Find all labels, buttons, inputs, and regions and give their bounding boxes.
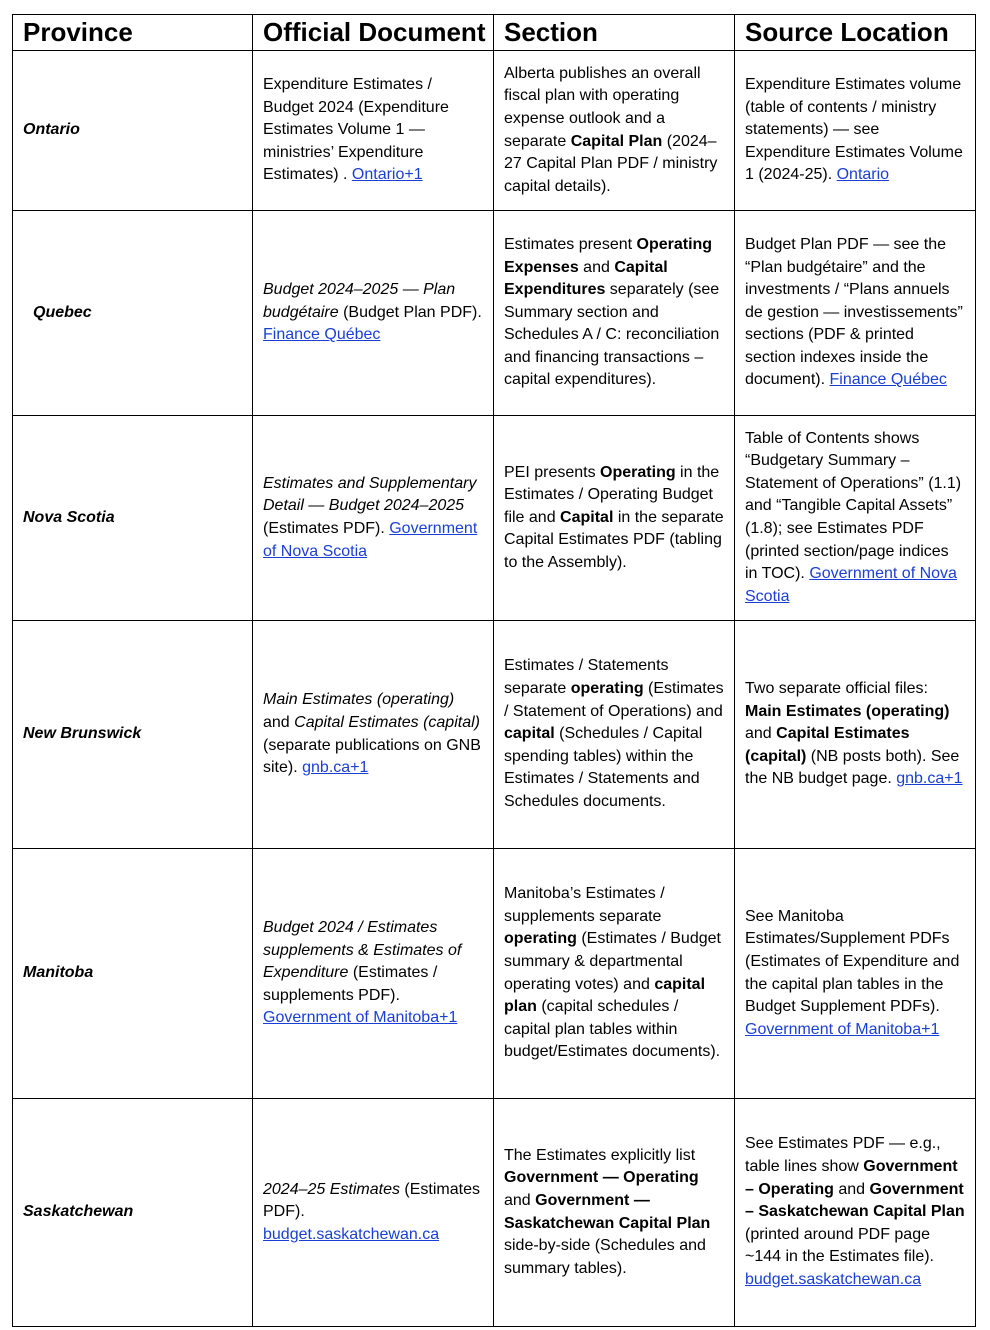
province-name: Saskatchewan xyxy=(13,1099,253,1327)
province-name: Nova Scotia xyxy=(13,416,253,621)
official-document-cell: Expenditure Estimates / Budget 2024 (Expenditure Estimates Volume 1 — ministries’ Expenditure Estimates) . Ontario+1 xyxy=(253,51,494,211)
source-link[interactable]: Finance Québec xyxy=(263,326,381,344)
source-link[interactable]: Ontario xyxy=(836,166,890,184)
source-location-cell: Table of Contents shows “Budgetary Summary – Statement of Operations” (1.1) and “Tangible Capital Assets” (1.8); see Estimates PDF (printed section/page indices in TOC). Government of Nova Scotia xyxy=(735,416,976,621)
section-cell: The Estimates explicitly list Government — Operating and Government — Saskatchewan Capital Plan side-by-side (Schedules and summary tables). xyxy=(494,1099,735,1327)
table-row xyxy=(13,211,976,416)
official-document-cell: Estimates and Supplementary Detail — Budget 2024–2025 (Estimates PDF). Government of Nova Scotia xyxy=(253,416,494,621)
section-cell: Estimates / Statements separate operating (Estimates / Statement of Operations) and capital (Schedules / Capital spending tables) within the Estimates / Statements and Schedules documents. xyxy=(494,621,735,849)
header-official-document: Official Document xyxy=(253,15,494,51)
source-link[interactable]: Government of Nova Scotia xyxy=(745,565,957,605)
header-section: Section xyxy=(494,15,735,51)
source-location-cell: Expenditure Estimates volume (table of contents / ministry statements) — see Expenditure Estimates Volume 1 (2024-25). Ontario xyxy=(735,51,976,211)
table-row xyxy=(13,849,976,1099)
official-document-cell: 2024–25 Estimates (Estimates PDF). budget.saskatchewan.ca xyxy=(253,1099,494,1327)
source-location-cell: See Estimates PDF — e.g., table lines show Government – Operating and Government – Saskatchewan Capital Plan (printed around PDF page ~144 in the Estimates file). budget.saskatchewan.ca xyxy=(735,1099,976,1327)
section-cell: Estimates present Operating Expenses and Capital Expenditures separately (see Summary section and Schedules A / C: reconciliation and financing transactions – capital expenditures). xyxy=(494,211,735,416)
source-link[interactable]: Finance Québec xyxy=(829,371,947,389)
province-name: Quebec xyxy=(13,211,253,416)
header-province: Province xyxy=(13,15,253,51)
official-document-cell: Budget 2024–2025 — Plan budgétaire (Budget Plan PDF). Finance Québec xyxy=(253,211,494,416)
source-link[interactable]: gnb.ca+1 xyxy=(896,770,963,788)
source-link[interactable]: budget.saskatchewan.ca xyxy=(745,1270,922,1288)
source-link[interactable]: Government of Nova Scotia xyxy=(263,520,478,560)
source-link[interactable]: Ontario+1 xyxy=(351,166,423,184)
province-name: Manitoba xyxy=(13,849,253,1099)
source-location-cell: Two separate official files: Main Estimates (operating) and Capital Estimates (capital) (NB posts both). See the NB budget page. gnb.ca+1 xyxy=(735,621,976,849)
source-location-cell: See Manitoba Estimates/Supplement PDFs (Estimates of Expenditure and the capital plan tables in the Budget Supplement PDFs). Government of Manitoba+1 xyxy=(735,849,976,1099)
province-name: Ontario xyxy=(13,51,253,211)
source-link[interactable]: Government of Manitoba+1 xyxy=(745,1020,940,1038)
table-row xyxy=(13,621,976,849)
header-row xyxy=(13,15,976,51)
header-source-location: Source Location xyxy=(735,15,976,51)
section-cell: Manitoba’s Estimates / supplements separate operating (Estimates / Budget summary & departmental operating votes) and capital plan (capital schedules / capital plan tables within budget/Estimates documents). xyxy=(494,849,735,1099)
table-row xyxy=(13,51,976,211)
table-row xyxy=(13,416,976,621)
section-cell: PEI presents Operating in the Estimates / Operating Budget file and Capital in the separate Capital Estimates PDF (tabling to the Assembly). xyxy=(494,416,735,621)
source-link[interactable]: budget.saskatchewan.ca xyxy=(263,1225,440,1243)
official-document-cell: Budget 2024 / Estimates supplements & Estimates of Expenditure (Estimates / supplements PDF). Government of Manitoba+1 xyxy=(253,849,494,1099)
province-name: New Brunswick xyxy=(13,621,253,849)
source-link[interactable]: Government of Manitoba+1 xyxy=(263,1009,458,1027)
province-budget-table xyxy=(12,14,976,1327)
source-location-cell: Budget Plan PDF — see the “Plan budgétaire” and the investments / “Plans annuels de gestion — investissements” sections (PDF & printed section indexes inside the document). Finance Québec xyxy=(735,211,976,416)
section-cell: Alberta publishes an overall fiscal plan with operating expense outlook and a separate Capital Plan (2024–27 Capital Plan PDF / ministry capital details). xyxy=(494,51,735,211)
official-document-cell: Main Estimates (operating) and Capital Estimates (capital) (separate publications on GNB site). gnb.ca+1 xyxy=(253,621,494,849)
source-link[interactable]: gnb.ca+1 xyxy=(302,759,369,777)
table-row xyxy=(13,1099,976,1327)
